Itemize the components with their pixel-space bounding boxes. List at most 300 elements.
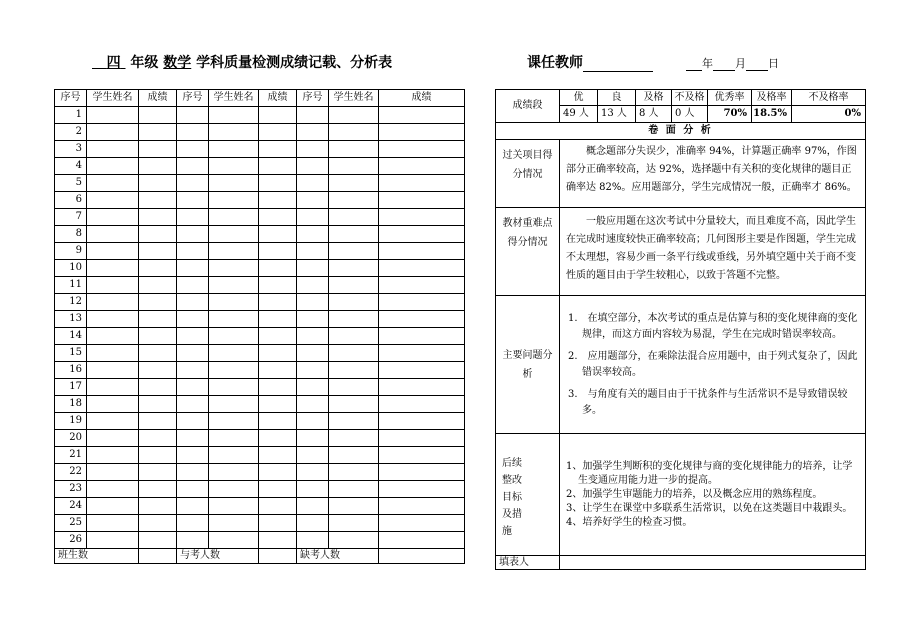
score-cell[interactable] xyxy=(329,515,379,532)
score-cell[interactable] xyxy=(209,396,259,413)
score-cell[interactable] xyxy=(177,413,209,430)
score-cell[interactable] xyxy=(259,532,297,549)
row-number: 17 xyxy=(55,379,87,396)
grade-header: 及格率 xyxy=(752,90,792,106)
score-cell[interactable] xyxy=(87,158,139,175)
score-cell[interactable] xyxy=(329,243,379,260)
row-number: 1 xyxy=(55,107,87,124)
row-number: 6 xyxy=(55,192,87,209)
score-cell[interactable] xyxy=(177,515,209,532)
score-cell[interactable] xyxy=(379,532,465,549)
score-cell[interactable] xyxy=(379,311,465,328)
score-cell[interactable] xyxy=(379,175,465,192)
score-cell[interactable] xyxy=(139,396,177,413)
score-cell[interactable] xyxy=(259,464,297,481)
score-cell[interactable] xyxy=(139,379,177,396)
score-table xyxy=(54,89,465,564)
score-cell[interactable] xyxy=(177,260,209,277)
score-cell[interactable] xyxy=(209,294,259,311)
score-cell[interactable] xyxy=(139,141,177,158)
score-cell[interactable] xyxy=(139,498,177,515)
score-cell[interactable] xyxy=(177,311,209,328)
score-cell[interactable] xyxy=(297,277,329,294)
score-cell[interactable] xyxy=(297,447,329,464)
score-cell[interactable] xyxy=(379,209,465,226)
score-cell[interactable] xyxy=(177,294,209,311)
score-cell[interactable] xyxy=(87,464,139,481)
score-cell[interactable] xyxy=(297,260,329,277)
score-cell[interactable] xyxy=(259,141,297,158)
score-cell[interactable] xyxy=(329,311,379,328)
score-cell[interactable] xyxy=(259,158,297,175)
score-cell[interactable] xyxy=(329,464,379,481)
score-cell[interactable] xyxy=(329,124,379,141)
score-cell[interactable] xyxy=(297,328,329,345)
score-cell[interactable] xyxy=(209,464,259,481)
score-cell[interactable] xyxy=(259,328,297,345)
score-cell[interactable] xyxy=(259,209,297,226)
score-cell[interactable] xyxy=(209,481,259,498)
score-cell[interactable] xyxy=(329,209,379,226)
score-cell[interactable] xyxy=(87,311,139,328)
score-cell[interactable] xyxy=(209,124,259,141)
row-number: 16 xyxy=(55,362,87,379)
score-cell[interactable] xyxy=(297,532,329,549)
filler-row xyxy=(496,556,866,570)
score-cell[interactable] xyxy=(209,107,259,124)
score-cell[interactable] xyxy=(297,430,329,447)
score-cell[interactable] xyxy=(87,498,139,515)
score-cell[interactable] xyxy=(329,396,379,413)
score-cell[interactable] xyxy=(177,209,209,226)
year-label: 年 xyxy=(702,57,713,70)
score-cell[interactable] xyxy=(87,141,139,158)
score-cell[interactable] xyxy=(139,447,177,464)
score-cell[interactable] xyxy=(379,243,465,260)
grade-header-row xyxy=(496,90,866,106)
problem-list xyxy=(560,296,866,434)
score-cell[interactable] xyxy=(259,175,297,192)
score-cell[interactable] xyxy=(139,158,177,175)
class-count-value[interactable] xyxy=(139,549,177,564)
score-row xyxy=(55,209,465,226)
problem-row xyxy=(496,296,866,434)
score-cell[interactable] xyxy=(329,430,379,447)
column-header: 序号 xyxy=(55,90,87,107)
score-cell[interactable] xyxy=(297,209,329,226)
score-cell[interactable] xyxy=(209,311,259,328)
score-row xyxy=(55,226,465,243)
filler-label: 填表人 xyxy=(496,556,560,570)
column-header: 学生姓名 xyxy=(209,90,259,107)
score-cell[interactable] xyxy=(329,192,379,209)
score-cell[interactable] xyxy=(379,447,465,464)
score-cell[interactable] xyxy=(87,345,139,362)
row-number: 22 xyxy=(55,464,87,481)
score-cell[interactable] xyxy=(259,413,297,430)
score-cell[interactable] xyxy=(139,481,177,498)
key-label: 教材重难点得分情况 xyxy=(496,208,560,296)
teacher-field xyxy=(527,52,653,72)
score-cell[interactable] xyxy=(177,396,209,413)
score-cell[interactable] xyxy=(177,328,209,345)
score-cell[interactable] xyxy=(87,209,139,226)
score-cell[interactable] xyxy=(329,362,379,379)
score-cell[interactable] xyxy=(209,209,259,226)
score-cell[interactable] xyxy=(259,345,297,362)
score-cell[interactable] xyxy=(209,345,259,362)
score-cell[interactable] xyxy=(209,277,259,294)
score-cell[interactable] xyxy=(379,226,465,243)
score-cell[interactable] xyxy=(259,515,297,532)
score-cell[interactable] xyxy=(177,430,209,447)
score-cell[interactable] xyxy=(87,481,139,498)
score-cell[interactable] xyxy=(139,345,177,362)
score-cell[interactable] xyxy=(177,464,209,481)
score-cell[interactable] xyxy=(259,481,297,498)
score-cell[interactable] xyxy=(139,124,177,141)
score-cell[interactable] xyxy=(259,243,297,260)
score-cell[interactable] xyxy=(209,532,259,549)
score-cell[interactable] xyxy=(209,498,259,515)
score-cell[interactable] xyxy=(139,362,177,379)
score-cell[interactable] xyxy=(329,175,379,192)
row-number: 4 xyxy=(55,158,87,175)
score-row xyxy=(55,107,465,124)
score-cell[interactable] xyxy=(379,396,465,413)
column-header: 学生姓名 xyxy=(329,90,379,107)
score-cell[interactable] xyxy=(209,413,259,430)
score-cell[interactable] xyxy=(297,243,329,260)
score-row xyxy=(55,311,465,328)
score-cell[interactable] xyxy=(87,396,139,413)
score-cell[interactable] xyxy=(209,243,259,260)
score-cell[interactable] xyxy=(177,243,209,260)
score-cell[interactable] xyxy=(209,515,259,532)
row-number: 10 xyxy=(55,260,87,277)
score-cell[interactable] xyxy=(259,362,297,379)
score-cell[interactable] xyxy=(329,532,379,549)
score-row xyxy=(55,396,465,413)
score-row xyxy=(55,277,465,294)
score-cell[interactable] xyxy=(379,498,465,515)
score-cell[interactable] xyxy=(259,311,297,328)
score-cell[interactable] xyxy=(379,294,465,311)
score-cell[interactable] xyxy=(139,515,177,532)
score-cell[interactable] xyxy=(259,294,297,311)
pass-text: 概念题部分失误少，准确率 94%，计算题正确率 97%，作图部分正确率较高，达 92%，选择题中有关积的变化规律的题目正确率达 82%。应用题部分，学生完成情况一般，正确率才 86%。 xyxy=(560,140,866,208)
problem-item: 3. 与角度有关的题目由于干扰条件与生活常识不是导致错误较多。 xyxy=(568,388,848,416)
score-cell[interactable] xyxy=(87,413,139,430)
form-title-text: 学科质量检测成绩记载、分析表 xyxy=(196,55,393,71)
score-cell[interactable] xyxy=(259,277,297,294)
rate-value: 70% xyxy=(708,106,752,123)
score-cell[interactable] xyxy=(259,260,297,277)
score-cell[interactable] xyxy=(329,345,379,362)
score-cell[interactable] xyxy=(87,379,139,396)
score-cell[interactable] xyxy=(177,141,209,158)
score-cell[interactable] xyxy=(329,447,379,464)
score-cell[interactable] xyxy=(209,141,259,158)
grade-value: 13 人 xyxy=(598,106,636,123)
row-number: 18 xyxy=(55,396,87,413)
row-number: 12 xyxy=(55,294,87,311)
score-cell[interactable] xyxy=(139,175,177,192)
score-cell[interactable] xyxy=(209,430,259,447)
filler-blank[interactable] xyxy=(560,556,866,570)
subject-value: 数学 xyxy=(163,55,192,71)
column-header: 序号 xyxy=(297,90,329,107)
score-cell[interactable] xyxy=(329,158,379,175)
pass-row xyxy=(496,140,866,208)
score-cell[interactable] xyxy=(87,328,139,345)
class-count-label: 班生数 xyxy=(55,549,139,564)
score-cell[interactable] xyxy=(177,532,209,549)
score-cell[interactable] xyxy=(259,192,297,209)
day-blank[interactable] xyxy=(746,59,768,71)
score-cell[interactable] xyxy=(139,532,177,549)
score-cell[interactable] xyxy=(379,430,465,447)
score-cell[interactable] xyxy=(209,362,259,379)
score-cell[interactable] xyxy=(297,158,329,175)
score-cell[interactable] xyxy=(139,260,177,277)
score-cell[interactable] xyxy=(297,311,329,328)
score-cell[interactable] xyxy=(87,362,139,379)
score-cell[interactable] xyxy=(297,498,329,515)
score-cell[interactable] xyxy=(379,141,465,158)
column-header: 成绩 xyxy=(259,90,297,107)
score-cell[interactable] xyxy=(297,396,329,413)
score-cell[interactable] xyxy=(297,192,329,209)
row-number: 15 xyxy=(55,345,87,362)
score-cell[interactable] xyxy=(87,192,139,209)
score-cell[interactable] xyxy=(297,362,329,379)
section-title: 卷 面 分 析 xyxy=(496,123,866,140)
score-cell[interactable] xyxy=(379,158,465,175)
score-cell[interactable] xyxy=(329,277,379,294)
score-cell[interactable] xyxy=(209,447,259,464)
day-label: 日 xyxy=(768,57,779,70)
score-cell[interactable] xyxy=(379,379,465,396)
score-cell[interactable] xyxy=(139,328,177,345)
score-cell[interactable] xyxy=(329,294,379,311)
row-number: 24 xyxy=(55,498,87,515)
score-cell[interactable] xyxy=(329,226,379,243)
score-cell[interactable] xyxy=(259,498,297,515)
score-cell[interactable] xyxy=(177,277,209,294)
grade-value: 8 人 xyxy=(636,106,672,123)
score-cell[interactable] xyxy=(87,532,139,549)
score-cell[interactable] xyxy=(259,396,297,413)
score-cell[interactable] xyxy=(297,175,329,192)
score-cell[interactable] xyxy=(297,345,329,362)
score-cell[interactable] xyxy=(297,481,329,498)
score-cell[interactable] xyxy=(329,328,379,345)
score-row xyxy=(55,158,465,175)
score-cell[interactable] xyxy=(329,481,379,498)
score-cell[interactable] xyxy=(379,328,465,345)
score-cell[interactable] xyxy=(209,175,259,192)
score-cell[interactable] xyxy=(87,515,139,532)
score-cell[interactable] xyxy=(329,141,379,158)
score-cell[interactable] xyxy=(177,345,209,362)
grade-header: 优 xyxy=(560,90,598,106)
section-title-row xyxy=(496,123,866,140)
key-text: 一般应用题在这次考试中分量较大，而且难度不高，因此学生在完成时速度较快正确率较高；几何图形主要是作图题，学生完成不太理想，容易少画一条平行线或垂线，另外填空题中关于商不变性质的题目由于学生较粗心，以致于答题不完整。 xyxy=(560,208,866,296)
score-row xyxy=(55,243,465,260)
score-cell[interactable] xyxy=(329,413,379,430)
teacher-label: 课任教师 xyxy=(527,55,583,71)
score-cell[interactable] xyxy=(209,379,259,396)
score-cell[interactable] xyxy=(297,294,329,311)
month-blank[interactable] xyxy=(713,59,735,71)
score-cell[interactable] xyxy=(379,413,465,430)
score-cell[interactable] xyxy=(87,294,139,311)
teacher-blank[interactable] xyxy=(583,57,653,72)
followup-item: 4、培养好学生的检查习惯。 xyxy=(566,516,693,528)
score-cell[interactable] xyxy=(379,362,465,379)
score-cell[interactable] xyxy=(379,481,465,498)
score-cell[interactable] xyxy=(177,158,209,175)
score-header-row xyxy=(55,90,465,107)
score-cell[interactable] xyxy=(329,260,379,277)
score-cell[interactable] xyxy=(209,158,259,175)
row-number: 21 xyxy=(55,447,87,464)
score-cell[interactable] xyxy=(379,124,465,141)
score-cell[interactable] xyxy=(379,107,465,124)
score-cell[interactable] xyxy=(379,260,465,277)
followup-label: 后续 整改 目标 及措 施 xyxy=(496,434,560,556)
score-cell[interactable] xyxy=(139,464,177,481)
score-cell[interactable] xyxy=(259,430,297,447)
score-cell[interactable] xyxy=(259,379,297,396)
score-cell[interactable] xyxy=(87,226,139,243)
row-number: 25 xyxy=(55,515,87,532)
score-cell[interactable] xyxy=(87,107,139,124)
score-cell[interactable] xyxy=(139,294,177,311)
score-cell[interactable] xyxy=(379,464,465,481)
score-cell[interactable] xyxy=(177,498,209,515)
score-cell[interactable] xyxy=(177,447,209,464)
score-cell[interactable] xyxy=(177,175,209,192)
score-row xyxy=(55,192,465,209)
row-number: 23 xyxy=(55,481,87,498)
score-cell[interactable] xyxy=(87,175,139,192)
score-cell[interactable] xyxy=(209,260,259,277)
score-row xyxy=(55,430,465,447)
score-cell[interactable] xyxy=(177,124,209,141)
score-cell[interactable] xyxy=(87,260,139,277)
score-row xyxy=(55,481,465,498)
score-cell[interactable] xyxy=(139,192,177,209)
score-cell[interactable] xyxy=(209,226,259,243)
score-cell[interactable] xyxy=(139,226,177,243)
score-cell[interactable] xyxy=(87,430,139,447)
score-cell[interactable] xyxy=(87,277,139,294)
problem-label: 主要问题分析 xyxy=(496,296,560,434)
score-row xyxy=(55,379,465,396)
score-cell[interactable] xyxy=(209,192,259,209)
absent-count-value[interactable] xyxy=(379,549,465,564)
score-cell[interactable] xyxy=(297,107,329,124)
grade-header: 优秀率 xyxy=(708,90,752,106)
problem-item: 1. 在填空部分，本次考试的重点是估算与积的变化规律商的变化规律，而这方面内容较为易混，学生在完成时错误率较高。 xyxy=(568,312,858,340)
score-cell[interactable] xyxy=(259,447,297,464)
score-cell[interactable] xyxy=(297,124,329,141)
score-cell[interactable] xyxy=(297,379,329,396)
column-header: 学生姓名 xyxy=(87,90,139,107)
score-cell[interactable] xyxy=(259,226,297,243)
score-cell[interactable] xyxy=(139,311,177,328)
column-header: 序号 xyxy=(177,90,209,107)
grade-header: 不及格 xyxy=(672,90,708,106)
score-cell[interactable] xyxy=(379,345,465,362)
score-cell[interactable] xyxy=(177,481,209,498)
grade-header: 良 xyxy=(598,90,636,106)
score-row xyxy=(55,124,465,141)
score-cell[interactable] xyxy=(139,209,177,226)
score-cell[interactable] xyxy=(297,464,329,481)
score-cell[interactable] xyxy=(177,226,209,243)
score-cell[interactable] xyxy=(139,243,177,260)
grade-value: 四 xyxy=(106,55,121,71)
score-cell[interactable] xyxy=(379,515,465,532)
score-cell[interactable] xyxy=(177,379,209,396)
score-cell[interactable] xyxy=(177,362,209,379)
row-number: 7 xyxy=(55,209,87,226)
score-cell[interactable] xyxy=(379,192,465,209)
score-cell[interactable] xyxy=(297,141,329,158)
score-cell[interactable] xyxy=(209,328,259,345)
row-number: 9 xyxy=(55,243,87,260)
score-row xyxy=(55,141,465,158)
footer-row xyxy=(55,549,465,564)
score-cell[interactable] xyxy=(87,243,139,260)
score-row xyxy=(55,464,465,481)
date-field xyxy=(686,55,779,71)
score-cell[interactable] xyxy=(297,226,329,243)
score-cell[interactable] xyxy=(329,498,379,515)
row-number: 2 xyxy=(55,124,87,141)
row-number: 11 xyxy=(55,277,87,294)
year-blank[interactable] xyxy=(686,59,702,71)
score-cell[interactable] xyxy=(139,107,177,124)
score-cell[interactable] xyxy=(87,447,139,464)
exam-count-value[interactable] xyxy=(259,549,297,564)
score-cell[interactable] xyxy=(139,277,177,294)
followup-item: 3、让学生在课堂中多联系生活常识，以免在这类题目中栽跟头。 xyxy=(566,502,853,514)
score-cell[interactable] xyxy=(297,413,329,430)
score-cell[interactable] xyxy=(297,515,329,532)
grade-header: 及格 xyxy=(636,90,672,106)
score-cell[interactable] xyxy=(329,379,379,396)
score-cell[interactable] xyxy=(139,413,177,430)
column-header: 成绩 xyxy=(379,90,465,107)
score-cell[interactable] xyxy=(379,277,465,294)
score-cell[interactable] xyxy=(177,192,209,209)
absent-count-label: 缺考人数 xyxy=(297,549,379,564)
score-cell[interactable] xyxy=(87,124,139,141)
rate-value: 0% xyxy=(792,106,866,123)
score-cell[interactable] xyxy=(259,124,297,141)
grade-label: 年级 xyxy=(130,55,159,71)
score-cell[interactable] xyxy=(177,107,209,124)
score-cell[interactable] xyxy=(329,107,379,124)
score-cell[interactable] xyxy=(139,430,177,447)
followup-item: 2、加强学生审题能力的培养，以及概念应用的熟练程度。 xyxy=(566,488,823,500)
score-row xyxy=(55,260,465,277)
score-cell[interactable] xyxy=(259,107,297,124)
